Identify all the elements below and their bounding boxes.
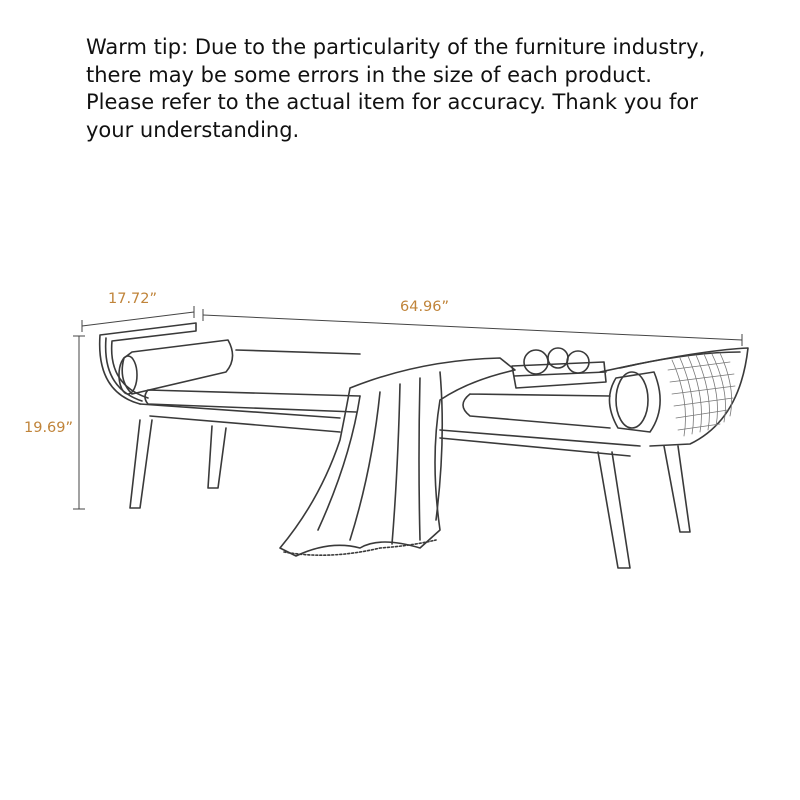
- dimension-lines: [73, 306, 742, 509]
- leg-back-right: [664, 446, 690, 532]
- leg-front-right: [598, 452, 630, 568]
- rattan-panel: [668, 353, 735, 436]
- left-bolster: [122, 340, 232, 394]
- length-dimension-label: 64.96”: [400, 299, 450, 315]
- tray-ball: [524, 350, 548, 374]
- height-dimension-label: 19.69”: [24, 420, 74, 436]
- bench-drawing: [100, 323, 748, 568]
- left-armrest: [100, 323, 196, 404]
- seat-cushion: [145, 390, 360, 412]
- warm-tip-line-2: there may be some errors in the size of each product.: [86, 62, 652, 87]
- length-dimension-line: [203, 315, 742, 340]
- right-bolster: [609, 372, 660, 432]
- bench-frame: [140, 404, 640, 456]
- leg-front-left: [130, 420, 152, 508]
- warm-tip-line-1: Warm tip: Due to the particularity of the furniture industry,: [86, 35, 706, 59]
- leg-back-left: [208, 426, 226, 488]
- depth-dimension-line: [82, 312, 194, 326]
- warm-tip-line-4: your understanding.: [86, 117, 300, 142]
- depth-dimension-label: 17.72”: [108, 291, 158, 307]
- warm-tip-line-3: Please refer to the actual item for accuracy. Thank you for: [86, 90, 698, 114]
- tray: [512, 362, 606, 388]
